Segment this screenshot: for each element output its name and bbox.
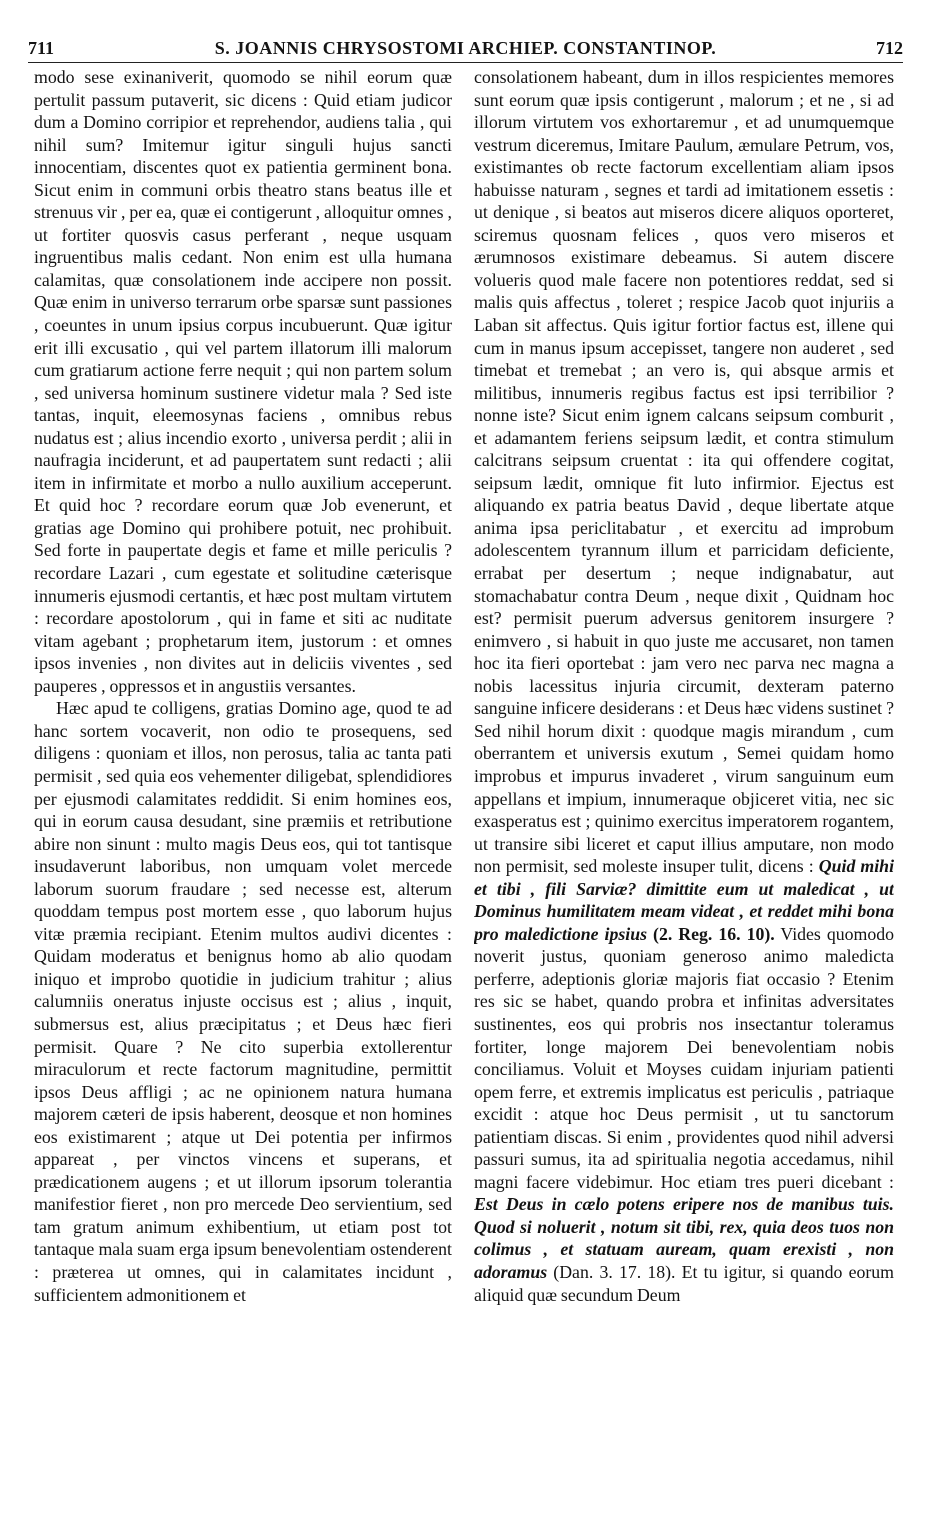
running-header [28, 36, 903, 60]
scripture-reference-2: (Dan. 3. 17. 18). [553, 1261, 676, 1282]
page-number-left: 711 [28, 38, 55, 58]
page-number-right: 712 [876, 38, 903, 58]
scripture-quote-1: Quid mihi et tibi , fili Sarviæ? dimittite eum ut maledicat , ut Dominus humilitatem meam videat , et reddet mihi bona pro maledictione ipsius [474, 856, 894, 944]
running-title: S. JOANNIS CHRYSOSTOMI ARCHIEP. CONSTANTINOP. [214, 38, 717, 58]
right-text-a: consolationem habeant, dum in illos respicientes memores sunt eorum quæ ipsis contigerunt , malorum ; et ne , si ad illorum virtutem vos exhortaremur , et ad unumquemque vestrum diceremus, Imitare Paulum, æmulare Petrum, vos, existimantes ob recte factorum excellentiam aliam ipsos habuisse naturam , segnes et tardi ad imitationem essetis : ut denique , si beatos aut miseros dicere aliquos oporteret, sciremus quosnam felices , quos vero miseros et ærumnosos existimare debeamus. Si autem discere volueris quod male facere non potentiores reddat, sed si malis quis affectus , toleret ; respice Jacob quot injuriis a Laban sit affectus. Quis igitur fortior factus est, illene qui cum in manus ipsum accepisset, tangere non auderet , sed timebat et tremebat ; an vero is, qui absque armis et militibus, innumeris regibus factus est ipsi terribilior ? nonne iste? Sicut enim ignem calcans seipsum comburit , et adamantem feriens seipsum lædit, et contra stimulum calcitrans seipsum cruentat : ita qui offendere cogitat, seipsum lædit, omnique fit luto infirmior. Ejectus est aliquando ex patria beatus David , deque libertate atque anima ipsa periclitabatur , et exercitu ad improbum adolescentem tyrannum illum et parricidam deficiente, errabat per desertum ; neque indignabatur, aut stomachabatur contra Deum , neque dixit , Quidnam hoc est? permisit puerum adversus genitorem insurgere ? enimvero , si habuit in quo juste me accusaret, non tamen hoc ita fieri oportebat : jam vero nec parva nec magna a nobis lacessitus injuria circumit, dexteram paterno sanguine inficere desiderans : et Deus hæc videns sustinet ? Sed nihil horum dixit : quodque magis mirandum , cum oberrantem et universis exutum , Semei quidam homo improbus et impurus invaderet , virum sanguinum eum appellans et impium, innumeraque objiceret vitia, nec sic exasperatus est ; quinimo exercitus imperatorem rogantem, ut transire sibi liceret et caput illius amputare, non modo non permisit, sed moleste insuper tulit, dicens : [474, 67, 894, 877]
right-column [474, 66, 894, 1532]
right-text-c: Et tu igitur, si quando eorum aliquid quæ secundum Deum [474, 1261, 894, 1305]
scripture-quote-2: Est Deus in cælo potens eripere nos de manibus tuis. Quod si noluerit , notum sit tibi, rex, quia deos tuos non colimus , et statuam auream, quam erexisti , non adoramus [474, 1194, 894, 1282]
header-rule [28, 62, 903, 63]
left-paragraph-1: modo sese exinaniverit, quomodo se nihil eorum quæ pertulit passum putaverit, sic dicens : Quid etiam judicor dum a Domino corripior et reprehendor, audiens talia , qui nihil sum? Imitemur igitur singuli hujus sancti innocentiam, discentes quot ex patientia germinent bona. Sicut enim in communi orbis theatro stans beatus ille et strenuus vir , per ea, quæ ei contigerunt , alloquitur omnes , ut fortiter quosvis casus perferant , neque usquam ingruentibus malis cedant. Non enim est ulla humana calamitas, quæ consolationem inde accipere non possit. Quæ enim in universo terrarum orbe sparsæ sunt passiones , coeuntes in unum ipsius corpus incubuerunt. Quæ igitur erit illi excusatio , qui vel partem illatorum illi malorum cum gratiarum actione ferre nequit ; qui non partem solum , sed universa hominum sustinere videtur mala ? Sed iste tantas, inquit, eleemosynas faciens , omnibus rebus nudatus est ; alius incendio exorto , universa perdit ; alii in naufragia inciderunt, et ad paupertatem sunt redacti ; alii item in infirmitate et morbo a nullo auxilium acceperunt. Et quid hoc ? recordare eorum quæ Job evenerunt, et gratias age Domino qui prohibere potuit, nec prohibuit. Sed forte in paupertate degis et fame et mille periculis ? recordare Lazari , cum egestate et solitudine cæterisque innumeris ejusmodi certantis, et hæc post multam virtutem : recordare apostolorum , qui in fame et siti ac nuditate vitam agebant ; prophetarum item, justorum : et omnes ipsos invenies , non divites aut in deliciis viventes , sed pauperes , oppressos et in angustiis versantes. [34, 67, 452, 696]
right-text-b: Vides quomodo noverit justus, quoniam generoso animo maledicta perferre, adeptionis gloriæ majoris fiat occasio ? Etenim res sic se habet, quando probra et infinitas adversitates sustinentes, eos qui probris nos insectantur toleramus fortiter, longe majorem Dei benevolentiam nobis conciliamus. Voluit et Moyses cuidam injuriam patienti opem ferre, et extremis implicatus est periculis , patriaque excidit : atque hoc Deus permisit , ut tu sanctorum patientiam discas. Si enim , providentes quod nihil adversi passuri sumus, ita ad spiritualia negotia accedamus, nihil magni facere videbimur. Hoc etiam tres pueri dicebant : [474, 923, 894, 1192]
left-paragraph-2: Hæc apud te colligens, gratias Domino age, quod te ad hanc sortem vocaverit, non odio te prosequens, sed diligens : quoniam et illos, non perosus, talia ac tanta pati permisit , sed quia eos vehementer diligebat, splendidiores per ejusmodi calamitates reddidit. Si enim homines eos, qui in eorum causa desudant, sine præmiis et retributione abire non sinunt : multo magis Deus eos, qui tot tantisque insudaverunt laboribus, non umquam volet mercede laborum suorum fraudare ; sed necesse est, alterum quoddam tempus post mortem esse , quo laborum hujus vitæ præmia recipiant. Etenim multos audivi dicentes : Quidam moderatus et benignus homo ab alio quodam iniquo et improbo quotidie in judicium trahitur ; alius calumniis oneratus injuste occisus est ; alius , inquit, submersus est, alius præcipitatus ; et Deus hæc fieri permisit. Quare ? Ne cito superbia extollerentur miraculorum et recte factorum magnitudine, permittit ipsos Deus affligi ; ac ne opinionem natura humana majorem cæteri de ipsis haberent, deosque et non homines eos existimarent ; atque ut Dei potentia per infirmos appareat , per vinctos vincens et superans, et prædicationem augens ; et ut illorum ipsorum tolerantia manifestior fieret , non pro mercede Deo servientium, sed tam gratum animum exhibentium, ut etiam post tot tantaque mala suam erga ipsum benevolentiam ostenderent : præterea ut omnes, qui in calamitates incidunt , sufficientem admonitionem et [34, 698, 452, 1305]
left-column [34, 66, 452, 1532]
scripture-reference-1: (2. Reg. 16. 10). [653, 923, 775, 944]
right-paragraph [474, 66, 894, 1306]
